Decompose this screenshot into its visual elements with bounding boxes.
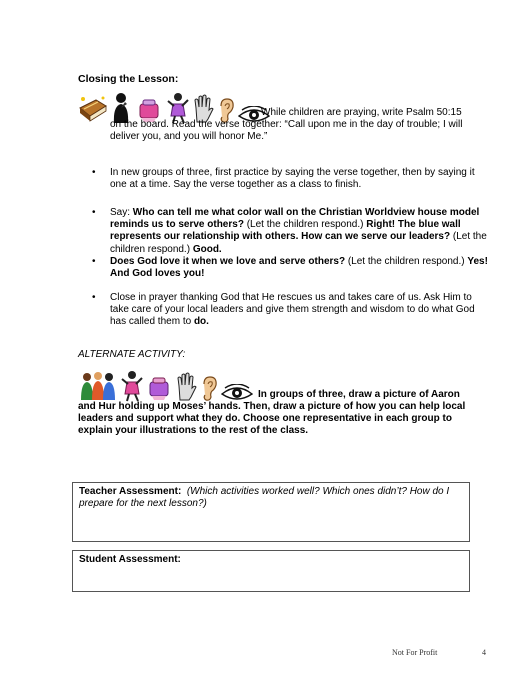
bible-icon bbox=[78, 94, 108, 124]
alternate-activity-line-3: leaders and support what they do. Choose one representative in each group to bbox=[78, 413, 452, 424]
teacher-assessment-box[interactable] bbox=[72, 482, 470, 542]
page-number: 4 bbox=[482, 648, 486, 657]
eye-icon bbox=[221, 384, 253, 402]
teacher-assessment-label: Teacher Assessment: bbox=[79, 486, 182, 497]
alternate-activity-line-4: explain your illustrations to the rest of the class. bbox=[78, 425, 309, 436]
group-children-icon bbox=[78, 370, 118, 402]
activity-icons-row-2 bbox=[78, 370, 253, 402]
teacher-assessment-prompt: (Which activities worked well? Which ones didn’t? How do I prepare for the next lesson?) bbox=[79, 486, 450, 510]
list-item: • Does God love it when we love and serve others? (Let the children respond.) Yes! And God loves you! bbox=[90, 256, 490, 280]
closing-intro-line-3: deliver you, and you will honor Me.” bbox=[110, 131, 268, 142]
list-item: • Say: Who can tell me what color wall on the Christian Worldview house model reminds us to serve others? (Let the children respond.) Right! The blue wall represents our relationship with others. How can we serve our leaders? (Let the children respond.) Good. bbox=[90, 207, 490, 256]
list-item: • In new groups of three, first practice by saying the verse together, then by saying it one at a time. Say the verse together as a class to finish. bbox=[90, 167, 490, 191]
footer-note: Not For Profit bbox=[392, 648, 438, 657]
closing-bullet-list-2 bbox=[90, 207, 490, 280]
student-assessment-label: Student Assessment: bbox=[79, 554, 181, 565]
dancing-child-icon bbox=[121, 370, 143, 402]
alternate-activity-line-1: In groups of three, draw a picture of Aaron bbox=[258, 389, 460, 400]
closing-bullet-list-3 bbox=[90, 292, 490, 329]
ear-icon bbox=[200, 376, 218, 402]
alternate-activity-heading: ALTERNATE ACTIVITY: bbox=[78, 349, 186, 360]
closing-intro-line-1: While children are praying, write Psalm 50:15 bbox=[261, 107, 462, 118]
pencil-icon bbox=[146, 372, 172, 402]
student-assessment-box[interactable] bbox=[72, 550, 470, 592]
alternate-activity-line-2: and Hur holding up Moses’ hands. Then, draw a picture of how you can help local bbox=[78, 401, 466, 412]
hand-icon bbox=[175, 372, 197, 402]
closing-bullet-list bbox=[90, 167, 490, 191]
closing-intro-line-2: on the board. Read the verse together: “Call upon me in the day of trouble; I will bbox=[110, 119, 463, 130]
list-item: • Close in prayer thanking God that He rescues us and takes care of us. Ask Him to take care of your local leaders and give them strength and wisdom to do what God has called them to do. bbox=[90, 292, 490, 329]
closing-heading: Closing the Lesson: bbox=[78, 73, 179, 85]
